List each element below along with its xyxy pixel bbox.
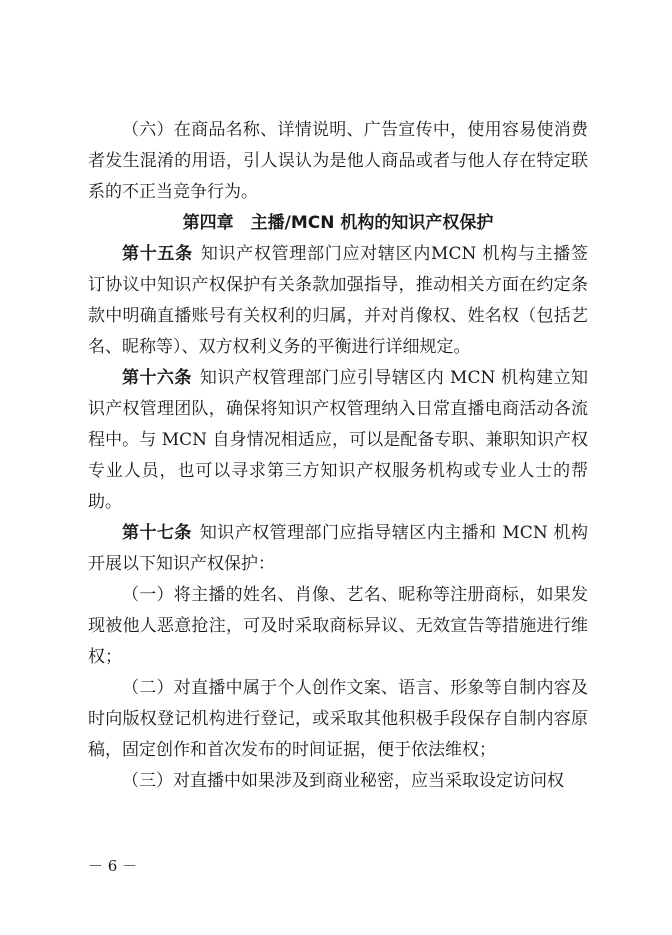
article-16-label: 第十六条 bbox=[122, 368, 192, 388]
paragraph-item-six: （六）在商品名称、详情说明、广告宣传中，使用容易使消费者发生混淆的用语，引人误认为是他人商品或者与他人存在特定联系的不正当竞争行为。 bbox=[88, 120, 588, 202]
article-15-text: 知识产权管理部门应对辖区内MCN 机构与主播签订协议中知识产权保护有关条款加强指导，推动相关方面在约定条款中明确直播账号有关权利的归属，并对肖像权、姓名权（包括艺名、昵称等）、双方权利义务的平衡进行详细规定。 bbox=[88, 244, 588, 357]
article-16 bbox=[88, 363, 588, 518]
article-17-text: 知识产权管理部门应指导辖区内主播和 MCN 机构开展以下知识产权保护： bbox=[88, 523, 588, 574]
chapter-heading: 第四章 主播/MCN 机构的知识产权保护 bbox=[182, 213, 494, 233]
article-17-label: 第十七条 bbox=[122, 523, 192, 543]
article-16-text: 知识产权管理部门应引导辖区内 MCN 机构建立知识产权管理团队，确保将知识产权管理纳入日常直播电商活动各流程中。与 MCN 自身情况相适应，可以是配备专职、兼职知识产权专业人员，也可以寻求第三方知识产权服务机构或专业人士的帮助。 bbox=[88, 368, 588, 512]
article-17 bbox=[88, 518, 588, 580]
article-15-label: 第十五条 bbox=[122, 244, 193, 264]
article-15 bbox=[88, 239, 588, 363]
document-body bbox=[88, 112, 588, 797]
page-number: － 6 － bbox=[88, 857, 138, 875]
list-item-three: （三）对直播中如果涉及到商业秘密，应当采取设定访问权 bbox=[122, 771, 564, 791]
list-item-one: （一）将主播的姓名、肖像、艺名、昵称等注册商标，如果发现被他人恶意抢注，可及时采取商标异议、无效宣告等措施进行维权； bbox=[88, 585, 588, 667]
list-item-two: （二）对直播中属于个人创作文案、语言、形象等自制内容及时向版权登记机构进行登记，或采取其他积极手段保存自制内容原稿，固定创作和首次发布的时间证据，便于依法维权； bbox=[88, 678, 588, 760]
